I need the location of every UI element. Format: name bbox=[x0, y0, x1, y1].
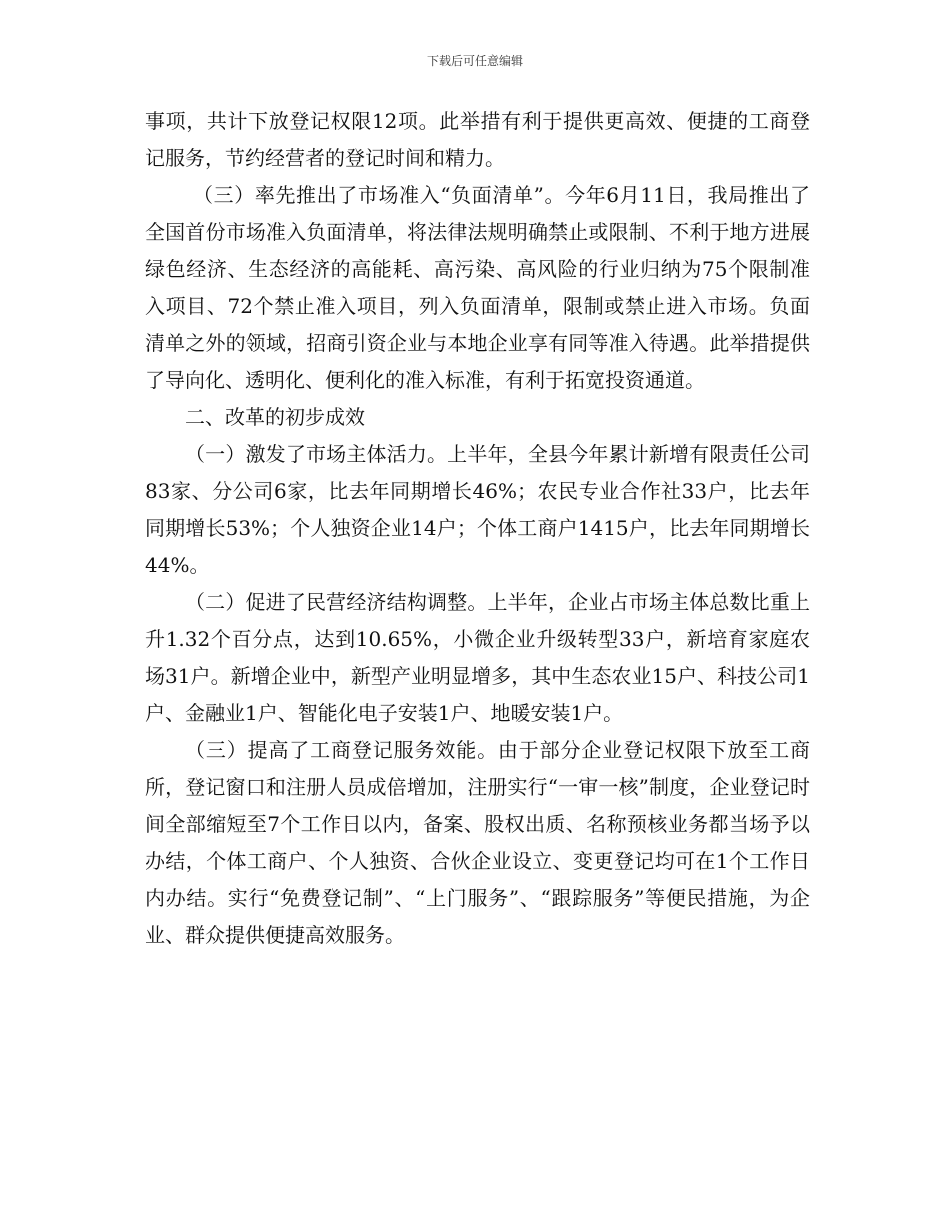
paragraph-market-vitality: （一）激发了市场主体活力。上半年，全县今年累计新增有限责任公司83家、分公司6家，比去年同期增长46%；农民专业合作社33户，比去年同期增长53%；个人独资企业14户；个体工商户1415户，比去年同期增长44%。 bbox=[145, 442, 810, 577]
paragraph-economic-structure: （二）促进了民营经济结构调整。上半年，企业占市场主体总数比重上升1.32个百分点，达到10.65%，小微企业升级转型33户，新培育家庭农场31户。新增企业中，新型产业明显增多，其中生态农业15户、科技公司1户、金融业1户、智能化电子安装1户、地暖安装1户。 bbox=[145, 590, 810, 725]
paragraph-continuation: 事项，共计下放登记权限12项。此举措有利于提供更高效、便捷的工商登记服务，节约经营者的登记时间和精力。 bbox=[145, 109, 810, 170]
paragraph-service-efficiency: （三）提高了工商登记服务效能。由于部分企业登记权限下放至工商所，登记窗口和注册人员成倍增加，注册实行“一审一核”制度，企业登记时间全部缩短至7个工作日以内，备案、股权出质、名称预核业务都当场予以办结，个体工商户、个人独资、合伙企业设立、变更登记均可在1个工作日内办结。实行“免费登记制”、“上门服务”、“跟踪服务”等便民措施，为企业、群众提供便捷高效服务。 bbox=[145, 738, 810, 947]
page-header-note: 下载后可任意编辑 bbox=[426, 54, 523, 68]
document-body bbox=[145, 103, 810, 954]
paragraph-negative-list: （三）率先推出了市场准入“负面清单”。今年6月11日，我局推出了全国首份市场准入负面清单，将法律法规明确禁止或限制、不利于地方进展绿色经济、生态经济的高能耗、高污染、高风险的行业归纳为75个限制准入项目、72个禁止准入项目，列入负面清单，限制或禁止进入市场。负面清单之外的领域，招商引资企业与本地企业享有同等准入待遇。此举措提供了导向化、透明化、便利化的准入标准，有利于拓宽投资通道。 bbox=[145, 183, 810, 392]
section-heading-initial-results: 二、改革的初步成效 bbox=[185, 405, 365, 429]
